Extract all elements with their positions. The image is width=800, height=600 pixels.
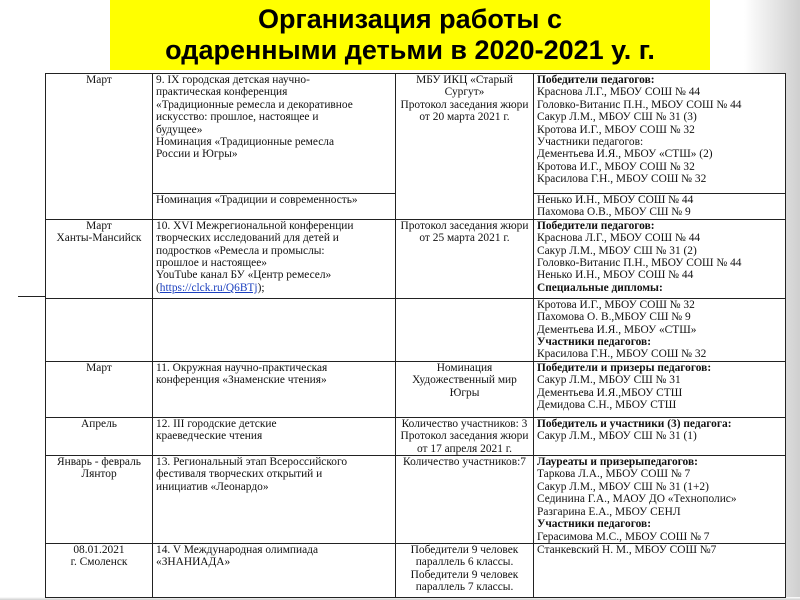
text-line: «Традиционные ремесла и декоративное xyxy=(156,98,353,111)
text-line: конференция «Знаменские чтения» xyxy=(156,374,327,387)
date-cell xyxy=(46,544,153,598)
text-line: параллель 7 классы. xyxy=(415,581,514,594)
text-line: Количество участников: 3 xyxy=(401,417,528,430)
text-line: Сургут» xyxy=(444,86,485,99)
event-cell xyxy=(153,417,396,455)
date-cell xyxy=(46,361,153,417)
text-line: Количество участников:7 xyxy=(403,456,526,469)
text-line: Протокол заседания жюри xyxy=(400,98,529,111)
text-line: Сакур Л.М., МБОУ СШ № 31 xyxy=(537,374,681,387)
text-line: подростков «Ремесла и промыслы: xyxy=(156,244,325,257)
link-suffix: ); xyxy=(257,281,265,294)
organizer-cell xyxy=(396,361,534,417)
text-line: Красилова Г.Н., МБОУ СОШ № 32 xyxy=(537,348,707,361)
section-heading: Участники педагогов: xyxy=(537,518,651,531)
text-line: Краснова Л.Г., МБОУ СОШ № 44 xyxy=(537,232,701,245)
text-line: 14. V Международная олимпиада xyxy=(156,544,319,557)
text-line: 10. XVI Межрегиональной конференции xyxy=(156,219,354,232)
text-line: Март xyxy=(86,74,112,86)
slide-title-line-1: Организация работы с xyxy=(257,4,562,34)
table-row-10-continued xyxy=(46,298,786,361)
text-line: Дементьева И.Я., МБОУ «СТШ» (2) xyxy=(537,148,713,161)
slide-title xyxy=(110,0,710,70)
text-line: Сакур Л.М., МБОУ СШ № 31 (2) xyxy=(537,244,697,257)
text-line: России и Югры» xyxy=(156,148,238,161)
text-line: Кротова И.Г., МБОУ СОШ № 32 xyxy=(537,160,695,173)
text-line: Таркова Л.А., МБОУ СОШ № 7 xyxy=(537,468,691,481)
event-cell xyxy=(153,361,396,417)
text-line: YouTube канал БУ «Центр ремесел» xyxy=(156,269,332,282)
organizer-cell xyxy=(396,219,534,298)
text-line: искусство: прошлое, настоящее и xyxy=(156,111,319,124)
date-cell xyxy=(46,456,153,544)
text-line: инициатив «Леонардо» xyxy=(156,480,269,493)
text-line: Ханты-Мансийск xyxy=(56,232,142,245)
section-heading: Лауреаты и призерыпедагогов: xyxy=(537,456,698,469)
section-heading: Победители и призеры педагогов: xyxy=(537,361,712,374)
event-link-line xyxy=(156,282,392,294)
text-line: Протокол заседания жюри xyxy=(400,430,529,443)
text-line: Югры xyxy=(449,386,480,399)
text-line: 9. IX городская детская научно- xyxy=(156,74,310,86)
event-cell xyxy=(153,74,396,194)
page-break-line xyxy=(18,296,46,297)
section-heading: Победители педагогов: xyxy=(537,74,655,86)
events-table xyxy=(45,73,786,598)
text-line: Номинация xyxy=(436,361,493,374)
results-cell xyxy=(534,361,786,417)
text-line: Головко-Витанис П.Н., МБОУ СОШ № 44 xyxy=(537,98,742,111)
text-line: Номинация «Традиции и современность» xyxy=(156,194,358,206)
empty-cell xyxy=(396,298,534,361)
results-cell xyxy=(534,544,786,598)
text-line: Пахомова О. В.,МБОУ СШ № 9 xyxy=(537,311,691,324)
organizer-cell xyxy=(396,456,534,544)
text-line: творческих исследований для детей и xyxy=(156,232,339,245)
slide-title-line-2: одаренными детьми в 2020-2021 у. г. xyxy=(165,35,655,65)
text-line: «ЗНАНИАДА» xyxy=(156,556,231,569)
results-cell xyxy=(534,417,786,455)
results-sub-cell xyxy=(534,298,786,361)
text-line: Краснова Л.Г., МБОУ СОШ № 44 xyxy=(537,86,701,99)
section-heading: Победитель и участники (3) педагога: xyxy=(537,417,732,430)
text-line: Головко-Витанис П.Н., МБОУ СОШ № 44 xyxy=(537,257,742,270)
text-line: 08.01.2021 xyxy=(73,544,125,557)
text-line: 11. Окружная научно-практическая xyxy=(156,361,328,374)
text-line: Участники педагогов: xyxy=(537,136,644,149)
text-line: Герасимова М.С., МБОУ СОШ № 7 xyxy=(537,530,710,543)
table-row-13 xyxy=(46,456,786,544)
date-cell xyxy=(46,417,153,455)
date-cell xyxy=(46,74,153,220)
text-line: Победители 9 человек xyxy=(410,544,519,557)
event-cell xyxy=(153,456,396,544)
text-line: фестиваля творческих открытий и xyxy=(156,468,323,481)
text-line: краеведческие чтения xyxy=(156,430,263,443)
text-line: прошлое и настоящее» xyxy=(156,257,267,270)
text-line: Март xyxy=(86,219,112,232)
text-line: Кротова И.Г., МБОУ СОШ № 32 xyxy=(537,298,695,311)
text-line: от 25 марта 2021 г. xyxy=(419,232,510,245)
table-row-12 xyxy=(46,417,786,455)
text-line: Январь - февраль xyxy=(57,456,141,469)
event-cell xyxy=(153,544,396,598)
text-line: Станкевский Н. М., МБОУ СОШ №7 xyxy=(537,544,717,557)
organizer-cell xyxy=(396,74,534,220)
text-line: 12. III городские детские xyxy=(156,417,277,430)
text-line: Лянтор xyxy=(81,468,117,481)
results-cell xyxy=(534,74,786,194)
event-lines xyxy=(156,220,392,282)
table-row-9 xyxy=(46,74,786,194)
text-line: Победители 9 человек xyxy=(410,568,519,581)
text-line: Разгарина Е.А., МБОУ СЕНЛ xyxy=(537,505,681,518)
text-line: будущее» xyxy=(156,123,203,136)
organizer-cell xyxy=(396,417,534,455)
date-cell xyxy=(46,219,153,298)
event-cell xyxy=(153,219,396,298)
table-row-14 xyxy=(46,544,786,598)
event-sub-cell xyxy=(153,194,396,220)
text-line: Дементьева И.Я., МБОУ «СТШ» xyxy=(537,323,697,336)
text-line: Сакур Л.М., МБОУ СШ № 31 (3) xyxy=(537,111,697,124)
empty-cell xyxy=(153,298,396,361)
text-line: от 17 апреля 2021 г. xyxy=(417,442,512,455)
text-line: практическая конференция xyxy=(156,86,288,99)
text-line: Ненько И.Н., МБОУ СОШ № 44 xyxy=(537,269,694,282)
text-line: Сакур Л.М., МБОУ СШ № 31 (1+2) xyxy=(537,480,709,493)
table-row-10 xyxy=(46,219,786,298)
text-line: от 20 марта 2021 г. xyxy=(419,111,510,124)
text-line: Номинация «Традиционные ремесла xyxy=(156,136,335,149)
link-prefix: ( xyxy=(156,281,160,294)
text-line: параллель 6 классы. xyxy=(415,556,514,569)
section-heading: Участники педагогов: xyxy=(537,336,651,349)
organizer-cell xyxy=(396,544,534,598)
text-line: Красилова Г.Н., МБОУ СОШ № 32 xyxy=(537,173,707,186)
section-heading: Специальные дипломы: xyxy=(537,281,663,294)
text-line: Кротова И.Г., МБОУ СОШ № 32 xyxy=(537,123,695,136)
text-line: Апрель xyxy=(81,417,117,430)
text-line: Дементьева И.Я.,МБОУ СТШ xyxy=(537,386,683,399)
empty-cell xyxy=(46,298,153,361)
text-line: Ненько И.Н., МБОУ СОШ № 44 xyxy=(537,194,694,206)
text-line: МБУ ИКЦ «Старый xyxy=(416,74,513,86)
text-line: Сединина Г.А., МАОУ ДО «Технополис» xyxy=(537,493,737,506)
youtube-link[interactable]: https://clck.ru/Q6BTj xyxy=(159,281,258,294)
text-line: Сакур Л.М., МБОУ СШ № 31 (1) xyxy=(537,430,697,443)
text-line: Март xyxy=(86,361,112,374)
results-cell xyxy=(534,219,786,298)
text-line: Пахомова О.В., МБОУ СШ № 9 xyxy=(537,206,691,219)
text-line: Художественный мир xyxy=(412,374,517,387)
section-heading: Победители педагогов: xyxy=(537,219,655,232)
text-line: Демидова С.Н., МБОУ СТШ xyxy=(537,399,677,412)
table-row-11 xyxy=(46,361,786,417)
results-cell xyxy=(534,456,786,544)
text-line: Протокол заседания жюри xyxy=(400,219,529,232)
results-sub-cell xyxy=(534,194,786,220)
text-line: 13. Региональный этап Всероссийского xyxy=(156,456,348,469)
text-line: г. Смоленск xyxy=(70,556,128,569)
